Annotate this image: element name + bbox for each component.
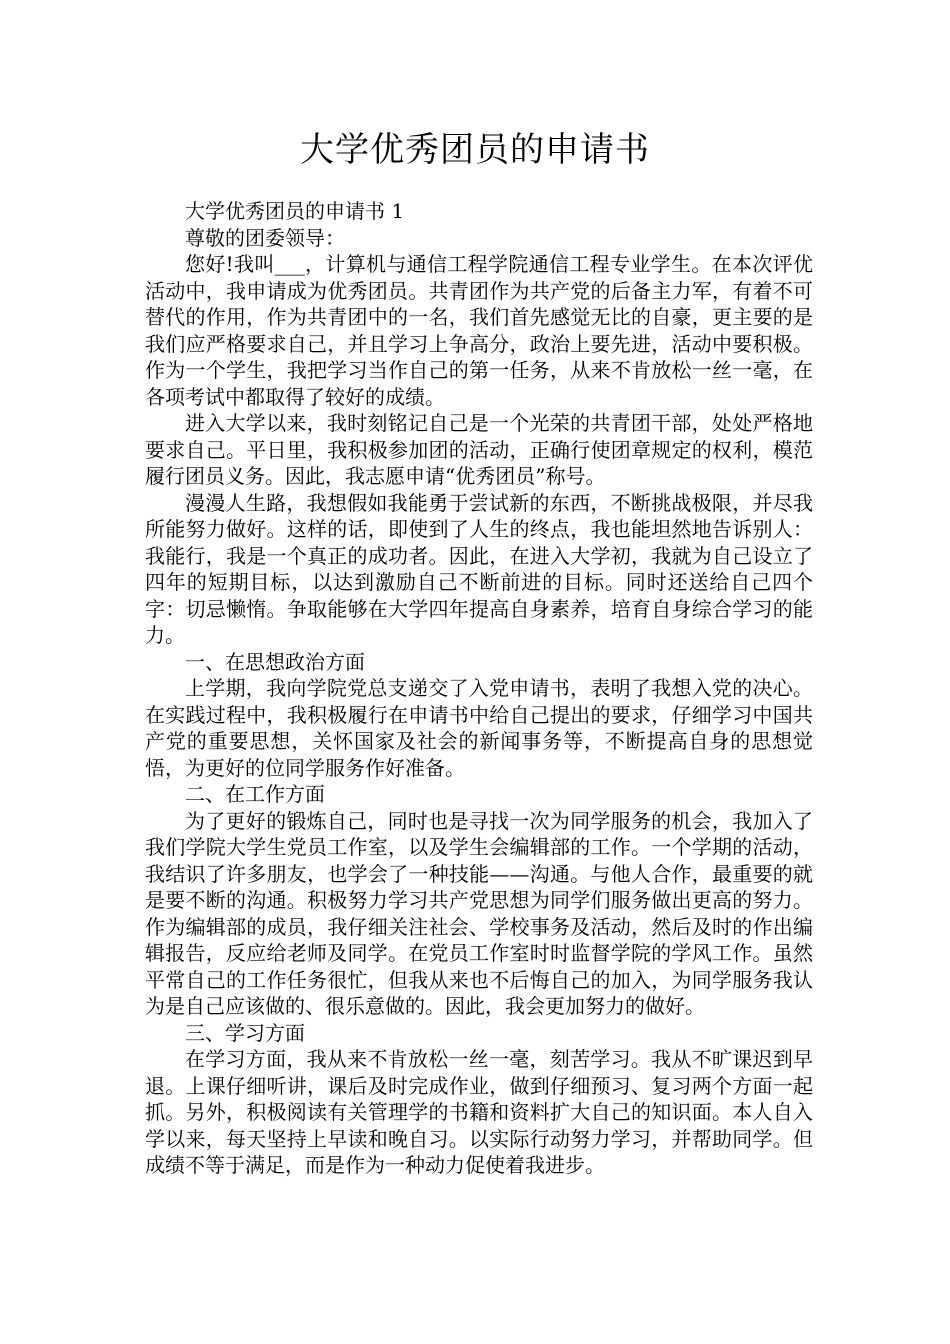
section-heading-study: 三、学习方面 [185,1020,305,1045]
paragraph-life-goals: 漫漫人生路，我想假如我能勇于尝试新的东西，不断挑战极限，并尽我所能努力做好。这样的话，即使到了人生的终点，我也能坦然地告诉别人：我能行，我是一个真正的成功者。因此，在进入大学初，我就为自己设立了四年的短期目标，以达到激励自己不断前进的目标。同时还送给自己四个字：切忌懒惰。争取能够在大学四年提高自身素养，培育自身综合学习的能力。 [145,490,813,647]
paragraph-university: 进入大学以来，我时刻铭记自己是一个光荣的共青团干部，处处严格地要求自己。平日里，我积极参加团的活动，正确行使团章规定的权利，模范履行团员义务。因此，我志愿申请“优秀团员”称号。 [145,411,813,488]
section-heading-work: 二、在工作方面 [185,782,325,806]
section-heading-politics: 一、在思想政治方面 [185,649,365,674]
paragraph-intro: 您好!我叫___，计算机与通信工程学院通信工程专业学生。在本次评优活动中，我申请成为优秀团员。共青团作为共产党的后备主力军，有着不可替代的作用，作为共青团中的一名，我们首先感觉无比的自豪，更主要的是我们应严格要求自己，并且学习上争高分，政治上要先进，活动中要积极。作为一个学生，我把学习当作自己的第一任务，从来不肯放松一丝一毫，在各项考试中都取得了较好的成绩。 [145,252,813,409]
paragraph-politics: 上学期，我向学院党总支递交了入党申请书，表明了我想入党的决心。在实践过程中，我积极履行在申请书中给自己提出的要求，仔细学习中国共产党的重要思想，关怀国家及社会的新闻事务等，不断提高自身的思想觉悟，为更好的位同学服务作好准备。 [145,676,813,780]
paragraph-work: 为了更好的锻炼自己，同时也是寻找一次为同学服务的机会，我加入了我们学院大学生党员工作室，以及学生会编辑部的工作。一个学期的活动，我结识了许多朋友，也学会了一种技能——沟通。与他人合作，最重要的就是要不断的沟通。积极努力学习共产党思想为同学们服务做出更高的努力。作为编辑部的成员，我仔细关注社会、学校事务及活动，然后及时的作出编辑报告，反应给老师及同学。在党员工作室时时监督学院的学风工作。虽然平常自己的工作任务很忙，但我从来也不后悔自己的加入，为同学服务我认为是自己应该做的、很乐意做的。因此，我会更加努力的做好。 [145,808,813,1018]
document-body [145,198,813,1179]
paragraph-study: 在学习方面，我从来不肯放松一丝一毫，刻苦学习。我从不旷课迟到早退。上课仔细听讲，课后及时完成作业，做到仔细预习、复习两个方面一起抓。另外，积极阅读有关管理学的书籍和资料扩大自己的知识面。本人自入学以来，每天坚持上早读和晚自习。以实际行动努力学习，并帮助同学。但成绩不等于满足，而是作为一种动力促使着我进步。 [145,1047,813,1177]
section-heading-numbered: 大学优秀团员的申请书 1 [185,199,405,223]
salutation: 尊敬的团委领导： [185,225,345,250]
document-title: 大学优秀团员的申请书 [300,130,650,170]
